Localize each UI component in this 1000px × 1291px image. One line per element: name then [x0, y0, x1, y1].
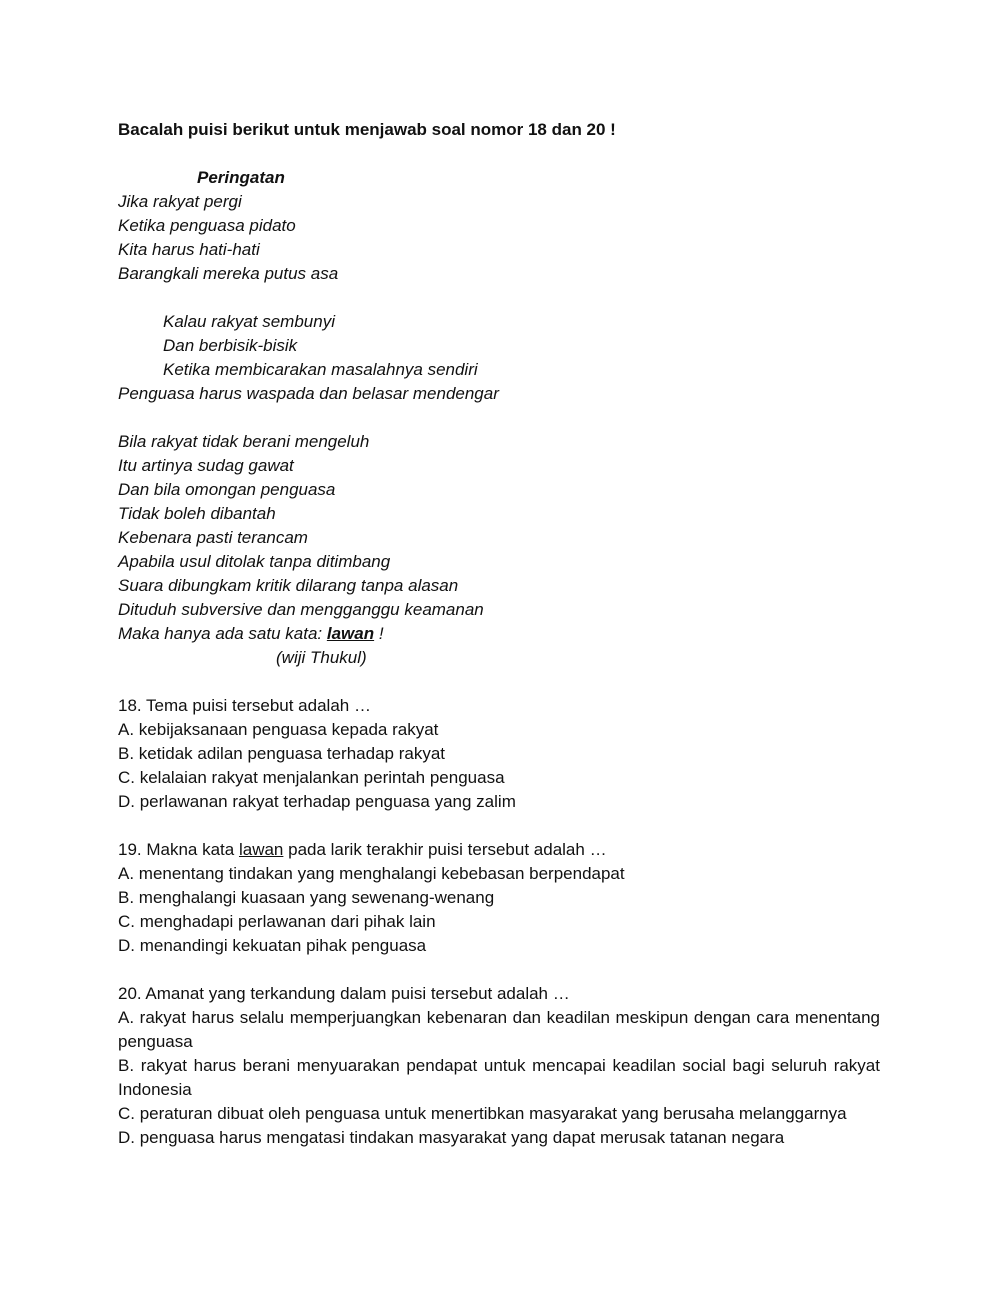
answer-option: A. menentang tindakan yang menghalangi kebebasan berpendapat — [118, 864, 625, 883]
poem-line: Penguasa harus waspada dan belasar mendengar — [118, 384, 499, 403]
poem-line: Dan bila omongan penguasa — [118, 480, 336, 499]
spacer — [118, 406, 880, 430]
instruction-heading: Bacalah puisi berikut untuk menjawab soal nomor 18 dan 20 ! — [118, 120, 616, 139]
poem-author: (wiji Thukul) — [276, 648, 367, 667]
spacer — [118, 142, 880, 166]
answer-option: B. menghalangi kuasaan yang sewenang-wenang — [118, 888, 495, 907]
answer-option: A. rakyat harus selalu memperjuangkan kebenaran dan keadilan meskipun dengan cara menentang penguasa — [118, 1008, 880, 1051]
answer-option: D. menandingi kekuatan pihak penguasa — [118, 936, 427, 955]
question-19 — [118, 838, 880, 958]
poem-line: Ketika membicarakan masalahnya sendiri — [163, 360, 478, 379]
question-18 — [118, 694, 880, 814]
poem-line: Apabila usul ditolak tanpa ditimbang — [118, 552, 391, 571]
question-20 — [118, 982, 880, 1150]
poem-line: Ketika penguasa pidato — [118, 216, 296, 235]
spacer — [118, 286, 880, 310]
poem-line: Suara dibungkam kritik dilarang tanpa alasan — [118, 576, 459, 595]
document-page — [118, 118, 880, 1150]
spacer — [118, 958, 880, 982]
poem-line: Kita harus hati-hati — [118, 240, 260, 259]
poem-line: Barangkali mereka putus asa — [118, 264, 339, 283]
answer-option: C. kelalaian rakyat menjalankan perintah penguasa — [118, 768, 505, 787]
poem-stanza-2 — [118, 310, 880, 406]
poem-line: Itu artinya sudag gawat — [118, 456, 294, 475]
question-stem: 20. Amanat yang terkandung dalam puisi tersebut adalah … — [118, 984, 570, 1003]
answer-option: A. kebijaksanaan penguasa kepada rakyat — [118, 720, 439, 739]
poem-key-word: lawan — [326, 624, 375, 643]
spacer — [118, 814, 880, 838]
spacer — [118, 670, 880, 694]
answer-option: D. penguasa harus mengatasi tindakan masyarakat yang dapat merusak tatanan negara — [118, 1128, 785, 1147]
poem-title: Peringatan — [197, 168, 285, 187]
answer-option: C. peraturan dibuat oleh penguasa untuk menertibkan masyarakat yang berusaha melanggarnya — [118, 1104, 847, 1123]
answer-option: D. perlawanan rakyat terhadap penguasa yang zalim — [118, 792, 516, 811]
answer-option: B. rakyat harus berani menyuarakan pendapat untuk mencapai keadilan social bagi seluruh rakyat Indonesia — [118, 1056, 880, 1099]
poem-line: Kalau rakyat sembunyi — [163, 312, 335, 331]
poem-line: Bila rakyat tidak berani mengeluh — [118, 432, 370, 451]
poem-line: Tidak boleh dibantah — [118, 504, 276, 523]
poem-final-line — [118, 622, 880, 646]
question-stem-prefix: 19. Makna kata — [118, 840, 239, 859]
poem-line: Dan berbisik-bisik — [163, 336, 298, 355]
question-stem — [118, 838, 880, 862]
poem-line: Jika rakyat pergi — [118, 192, 242, 211]
question-stem: 18. Tema puisi tersebut adalah … — [118, 696, 371, 715]
poem-line: Dituduh subversive dan mengganggu keamanan — [118, 600, 484, 619]
answer-option: C. menghadapi perlawanan dari pihak lain — [118, 912, 436, 931]
poem-line: Kebenara pasti terancam — [118, 528, 308, 547]
answer-option: B. ketidak adilan penguasa terhadap rakyat — [118, 744, 446, 763]
poem-final-suffix: ! — [374, 624, 384, 643]
poem-stanza-1 — [118, 190, 880, 286]
poem-stanza-3 — [118, 430, 880, 670]
poem-final-prefix: Maka hanya ada satu kata: — [118, 624, 327, 643]
question-key-word: lawan — [238, 840, 284, 859]
question-stem-suffix: pada larik terakhir puisi tersebut adalah … — [283, 840, 607, 859]
